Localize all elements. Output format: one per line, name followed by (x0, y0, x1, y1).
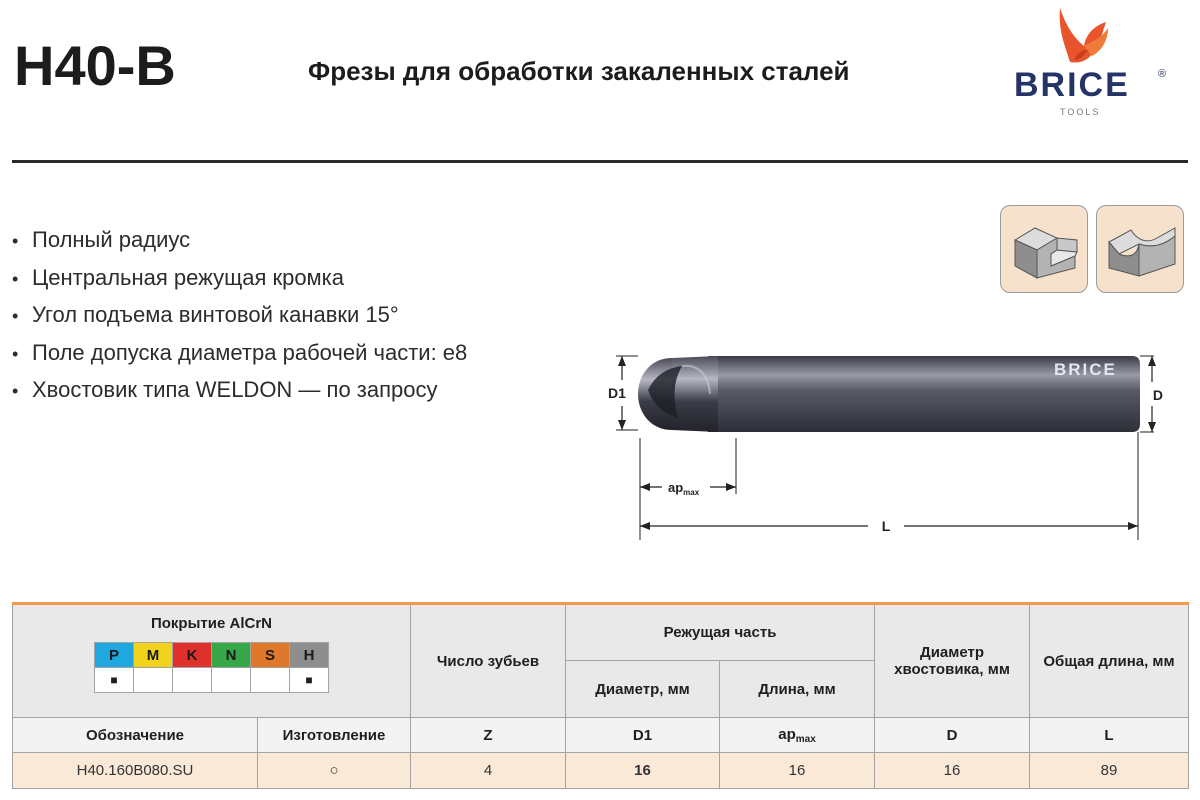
grade-s-mark (251, 668, 290, 693)
ap-cell: 16 (720, 753, 875, 789)
bird-logo-icon (1008, 4, 1178, 74)
manufacture-cell: ○ (258, 753, 411, 789)
total-length-header: Общая длина, мм (1030, 604, 1189, 718)
svg-text:apmax (668, 480, 700, 497)
feature-item: • Поле допуска диаметра рабочей части: е8 (12, 339, 468, 365)
l-column-label: L (1030, 718, 1189, 753)
feature-item: • Полный радиус (12, 227, 191, 252)
d-cell: 16 (875, 753, 1030, 789)
tool-drawing (598, 340, 1163, 545)
grade-n-mark (212, 668, 251, 693)
grade-s-cell: S (251, 643, 290, 668)
cutting-part-header: Режущая часть (566, 604, 875, 661)
feature-item: • Хвостовик типа WELDON — по запросу (12, 377, 438, 402)
spec-table (12, 602, 1189, 789)
coating-header: Покрытие AlCrN (150, 615, 272, 632)
length-header: Длина, мм (720, 661, 875, 718)
material-grade-grid (94, 642, 329, 693)
manufacture-column-label: Изготовление (258, 718, 411, 753)
d-column-label: D (875, 718, 1030, 753)
grade-m-mark (134, 668, 173, 693)
ap-column-label: $ap_{max}$ (720, 718, 875, 753)
shank-diameter-header: Диаметр хвостовика, мм (875, 604, 1030, 718)
grade-n-cell: N (212, 643, 251, 668)
tool-brand-label: BRICE (1054, 360, 1117, 379)
shoulder-machining-icon (1000, 205, 1088, 293)
header-divider (12, 160, 1188, 163)
z-column-label: Z (411, 718, 566, 753)
feature-item: • Угол подъема винтовой канавки 15° (12, 302, 399, 327)
designation-column-label: Обозначение (13, 718, 258, 753)
feature-list (12, 222, 467, 410)
radius-groove-icon (1096, 205, 1184, 293)
grade-p-cell: P (95, 643, 134, 668)
d1-cell: 16 (566, 753, 720, 789)
ap-dimension-subscript: max (683, 488, 700, 497)
page-title: Фрезы для обработки закаленных сталей (308, 56, 850, 86)
registered-mark: ® (1158, 68, 1167, 80)
product-code: H40-B (14, 34, 176, 97)
d1-dimension-label: D1 (608, 385, 626, 401)
l-dimension-label: L (881, 518, 891, 534)
designation-cell: H40.160B080.SU (13, 753, 258, 789)
d1-column-label: D1 (566, 718, 720, 753)
brand-logo (1008, 4, 1178, 120)
ap-dimension-label: ap (668, 480, 684, 495)
z-cell: 4 (411, 753, 566, 789)
grade-k-cell: K (173, 643, 212, 668)
l-cell: 89 (1030, 753, 1189, 789)
teeth-header: Число зубьев (411, 604, 566, 718)
coating-header-cell (13, 604, 411, 718)
diameter-header: Диаметр, мм (566, 661, 720, 718)
grade-h-cell: H (290, 643, 329, 668)
brand-name: BRICE (1014, 66, 1130, 104)
grade-k-mark (173, 668, 212, 693)
grade-h-mark: ■ (290, 668, 329, 693)
table-row (13, 753, 1189, 789)
feature-item: • Центральная режущая кромка (12, 264, 345, 290)
grade-p-mark: ■ (95, 668, 134, 693)
brand-tagline: TOOLS (1060, 107, 1101, 117)
d-dimension-label: D (1152, 387, 1163, 403)
grade-m-cell: M (134, 643, 173, 668)
